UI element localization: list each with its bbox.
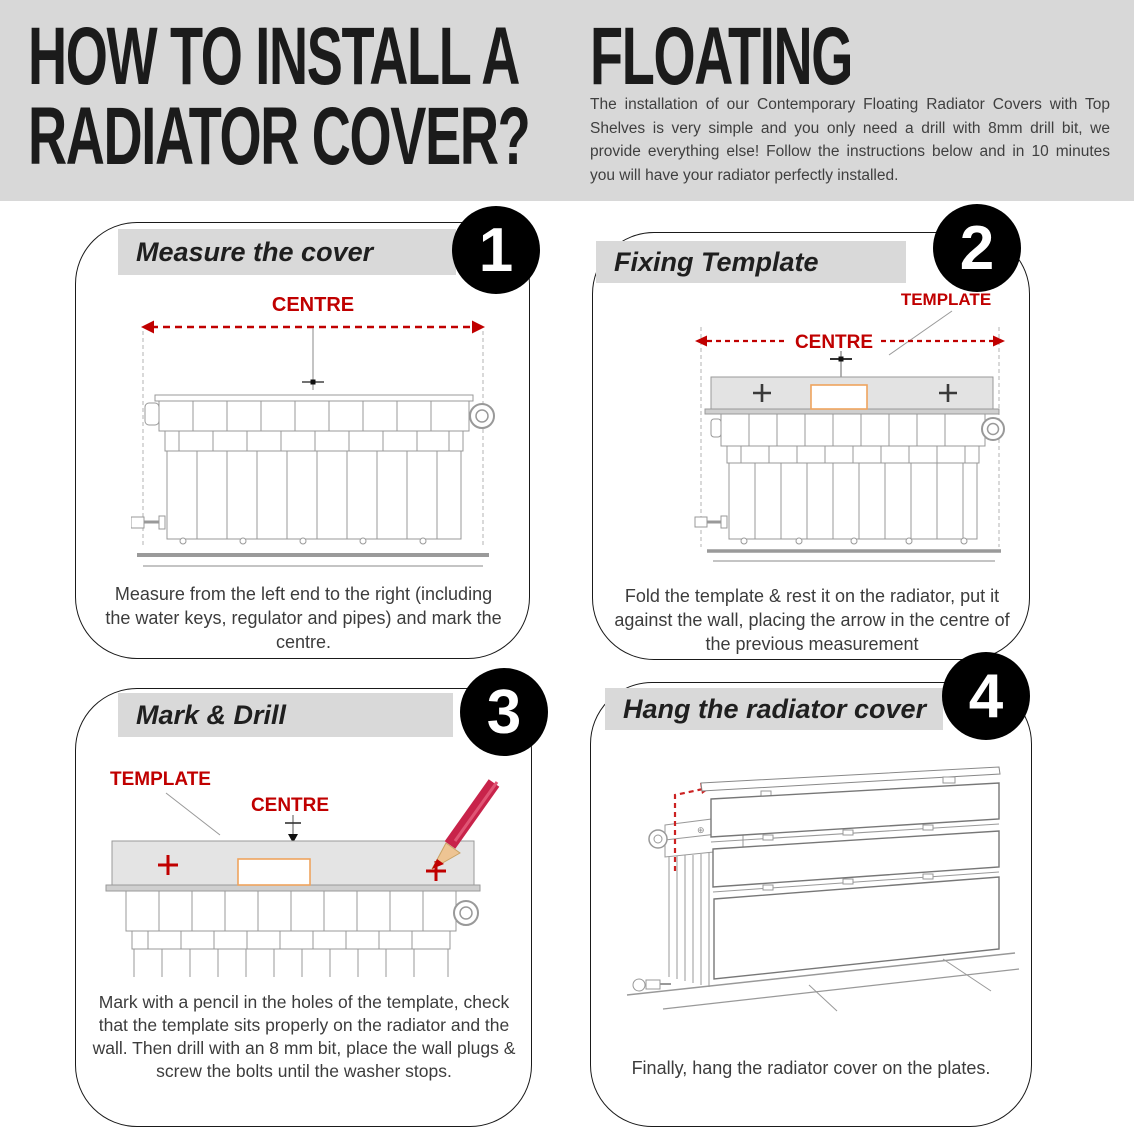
- step-1-radiator-illustration: [131, 295, 496, 585]
- step-4-titlebar: [605, 688, 943, 730]
- step-4-title: Hang the radiator cover: [623, 693, 927, 724]
- centre-label: CENTRE: [794, 332, 874, 353]
- centre-label: CENTRE: [271, 295, 355, 316]
- step-1-titlebar: [118, 229, 456, 275]
- template-label: TEMPLATE: [900, 290, 992, 309]
- step-panel-2: [592, 232, 1030, 660]
- step-panel-3: [75, 688, 532, 1127]
- step-4-caption: Finally, hang the radiator cover on the plates.: [631, 1058, 991, 1078]
- step-3-titlebar: [118, 693, 453, 737]
- step-1-title: Measure the cover: [136, 236, 374, 267]
- page-title-line1-left: HOW TO INSTALL A: [28, 11, 519, 102]
- centre-label: CENTRE: [250, 795, 330, 816]
- page-title-line1-right: FLOATING: [590, 11, 852, 102]
- pencil-icon: [450, 783, 494, 845]
- step-4-number: 4: [968, 661, 1004, 731]
- step-2-badge: [933, 204, 1021, 292]
- step-panel-1: [75, 222, 530, 659]
- step-3-mark-drill-illustration: [98, 761, 503, 979]
- template-label: TEMPLATE: [110, 769, 211, 790]
- step-3-number: 3: [486, 677, 522, 747]
- step-2-caption: Fold the template & rest it on the radiator, put it against the wall, placing the arrow in the centre of the previous measurement: [614, 586, 1010, 654]
- step-4-badge: [942, 652, 1030, 740]
- step-3-caption: Mark with a pencil in the holes of the template, check that the template sits properly on the radiator and the wall. Then drill with an 8 mm bit, place the wall plugs & screw the bolts until the washer stops.: [92, 992, 516, 1082]
- step-2-template-illustration: [649, 289, 1011, 581]
- step-panel-4: [590, 682, 1032, 1127]
- step-1-badge: [452, 206, 540, 294]
- step-2-title: Fixing Template: [614, 246, 819, 277]
- step-3-title: Mark & Drill: [136, 699, 287, 730]
- step-4-hang-cover-illustration: [613, 743, 1023, 1019]
- step-1-caption: Measure from the left end to the right (including the water keys, regulator and pipes) and mark the centre.: [105, 584, 502, 652]
- step-2-titlebar: [596, 241, 906, 283]
- header: [0, 0, 1134, 201]
- step-2-number: 2: [959, 213, 995, 283]
- page-title-line2: RADIATOR COVER?: [28, 91, 530, 182]
- step-1-number: 1: [478, 215, 514, 285]
- step-3-badge: [460, 668, 548, 756]
- intro-paragraph: The installation of our Contemporary Floating Radiator Covers with Top Shelves is very simple and you only need a drill with 8mm drill bit, we provide everything else! Follow the instructions below and in 10 minutes you will have your radiator perfectly installed.: [590, 96, 1110, 184]
- screw-mark: ⊕: [697, 825, 705, 835]
